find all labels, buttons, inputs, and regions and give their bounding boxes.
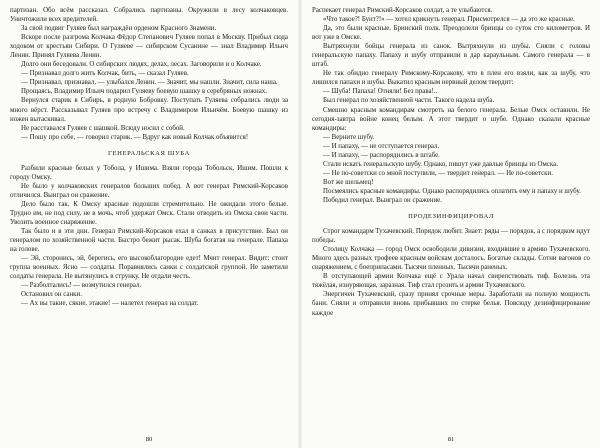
paragraph: — Признавал, признавал, — улыбался Ленин. — Значит, мы нашли. Значит, сила наша.	[21, 79, 278, 87]
paragraph: — И папаху, — не отступается генерал.	[323, 142, 440, 150]
paragraph: Строг командарм Тухачевский. Порядок любит. Знает: ряды — порядок, а с порядком идут победы.	[312, 228, 590, 245]
paragraph: В отступающей армии Колчака ещё с Урала начал свирепствовать тиф. Болезнь эта тяжёлая, изнуряющая, заразная. Тиф стал грозить и армии Тухачевского.	[312, 273, 590, 290]
paragraph: Смешно красным командирам смотреть на белого генерала. Белые Омск оставили. Не сегодня-завтра войне конец белым. А этот твердит о шубе. Однако сказали красные командиры:	[312, 106, 590, 132]
paragraph: Да, это были красные. Бринский полк. Преодолели бринцы со суток сто километров. И вот уже в Омске.	[312, 25, 590, 42]
paragraph: Дело было так. К Омску красные подошли стремительно. Не ожидали этого белые. Трудно им, не под силу, не в мочь, чтоб удержат Омск. Стали отводить из Омска свои части. Увозить военное снаряжение.	[10, 200, 288, 227]
paragraph: Долго они беседовали. О сибирских людях, делах, лесах. Заговорили и о Колчаке.	[21, 61, 262, 69]
right-body-before	[312, 6, 590, 205]
chapter-heading: ПРОДЕЗИНФИЦИРОВАЛ	[408, 213, 494, 221]
paragraph: Не было у колчаковских генералов больших побед. А вот генерал Римский-Корсаков отличился. Выиграл он сражение.	[10, 182, 288, 199]
page-number: 80	[145, 435, 153, 443]
paragraph: Не расставался Гуляев с шашкой. Всюду носил с собой.	[21, 124, 185, 132]
paragraph: — Шуба! Папаха! Отняли! Без права!..	[323, 88, 438, 96]
paragraph: Посмеялись красные командиры. Однако распорядились оплатить ему и папаху и шубу.	[323, 187, 581, 195]
paragraph: Энергичен Тухачевский, сразу принял срочные меры. Заработали на полную мощность бани. Сняли и отправили вновь прибывших по стерке белья. Повсюду дезинфицирование каждое	[312, 291, 590, 317]
left-page	[10, 6, 288, 442]
paragraph: — Признавал долго жить Колчак, бить, — сказал Гуляев.	[21, 70, 189, 78]
paragraph: — И папаху, — распорядились в штабе.	[323, 151, 440, 159]
left-body-after	[10, 164, 288, 309]
paragraph: «Что такое?! Бунт?!» — хотел крикнуть генерал. Присмотрелся — да это же красные.	[323, 16, 575, 24]
paragraph: За свой подвиг Гуляев был награждён орденом Красного Знамени.	[21, 25, 217, 33]
paragraph: Не так обидно генералу Римскому-Корсакову, что в плен его взяли, как за шубу, что лишился папахи и шубы. Выкатил красным нервный делом твердит:	[312, 70, 590, 87]
paragraph: Стали искать генеральскую шубу. Однако, пишут уже давлые бринцы из Омска.	[323, 160, 558, 168]
paragraph: Был генерал по хозяйственной части. Такого надела шуба.	[323, 97, 495, 105]
page-number: 81	[447, 435, 455, 443]
left-body-before	[10, 6, 288, 142]
paragraph: Победил генерал. Выиграл он сражение.	[323, 196, 442, 204]
paragraph: Разбили красные белых у Тобола, у Ишима. Взяли города Тобольск, Ишим. Пошли к городу Омску.	[10, 164, 288, 181]
paragraph: — Верните шубу.	[323, 133, 375, 141]
paragraph: Вернулся старик в Сибирь, в родную Бобровку. Поступать Гуляева собрались люди за много вёрст. Рассказывал Гуляев про встречу с Владимиром Ильичём. Боевую шашку из ножен вытаскивал.	[10, 97, 288, 123]
paragraph: — Не по-советски со мной поступили, — твердит генерал. — Не по-советски.	[323, 169, 553, 177]
paragraph: — Разболтались! — возмутился генерал.	[21, 282, 142, 290]
paragraph: партизан. Обо всём рассказал. Собрались партизаны. Окружили в лесу колчаковцев. Уничтожили всех вредителей.	[10, 7, 288, 24]
book-gutter	[298, 0, 302, 448]
paragraph: — Ах вы такие, сякие, этакие! — налетел генерал на солдат.	[21, 300, 199, 308]
paragraph: Так было и в эти дни. Генерал Римский-Корсаков ехал в санках в присутствие. Был он генералом по хозяйственной части. Быстро бежит рысак. Шуба богатая на генерале. Папаха на голове.	[10, 228, 288, 254]
paragraph: Столицу Колчака — город Омск освободили дивизии, входившие в армию Тухачевского. Много здесь разных трофеев красным войскам досталось. Богатые склады. Сотни вагонов со снаряжением, с боеприпасами. Тысячи пленных. Тысячи раненых.	[312, 246, 590, 272]
paragraph: — Пошу про себе, — говорил старик. — Вдруг как новый Колчак объявится!	[21, 133, 249, 141]
paragraph: Распекает генерал Римский-Корсаков солдат, а те улыбаются.	[312, 7, 493, 14]
right-body-after	[312, 227, 590, 317]
paragraph: Остановил он санки.	[21, 291, 82, 299]
paragraph: Прощаясь, Владимир Ильич подарил Гуляеву боевую шашку в серебряных ножнах.	[21, 88, 267, 96]
paragraph: Вот же шельмец!	[323, 178, 374, 186]
paragraph: Вытряхнули бойцы генерала из санок. Вытряхнули из шубы. Сняли с головы генеральскую папаху. Папаху и шубу отправили в дар караульным. Самого генерала — в штаб.	[312, 43, 590, 69]
paragraph: — Эй, сторонись, эй, берегись, его высокоблагородие едет! Мчит генерал. Видит: стоит группа военных. Ясно — солдаты. Поравнялись санки с солдатской группой. Не заметили солдаты генерала. Не вытянулись в струнку. Не отдали честь.	[10, 255, 288, 281]
paragraph: Вскоре после разгрома Колчака Фёдор Степанович Гуляев попал в Москву. Прибыл сюда ходоком от крестьян Сибири. О Гуляеве — сибирском Сусанине — знал Владимир Ильич Ленин. Принял Гуляева Ленин.	[10, 34, 288, 60]
right-page	[312, 6, 590, 442]
chapter-heading: ГЕНЕРАЛЬСКАЯ ШУБА	[108, 149, 190, 157]
